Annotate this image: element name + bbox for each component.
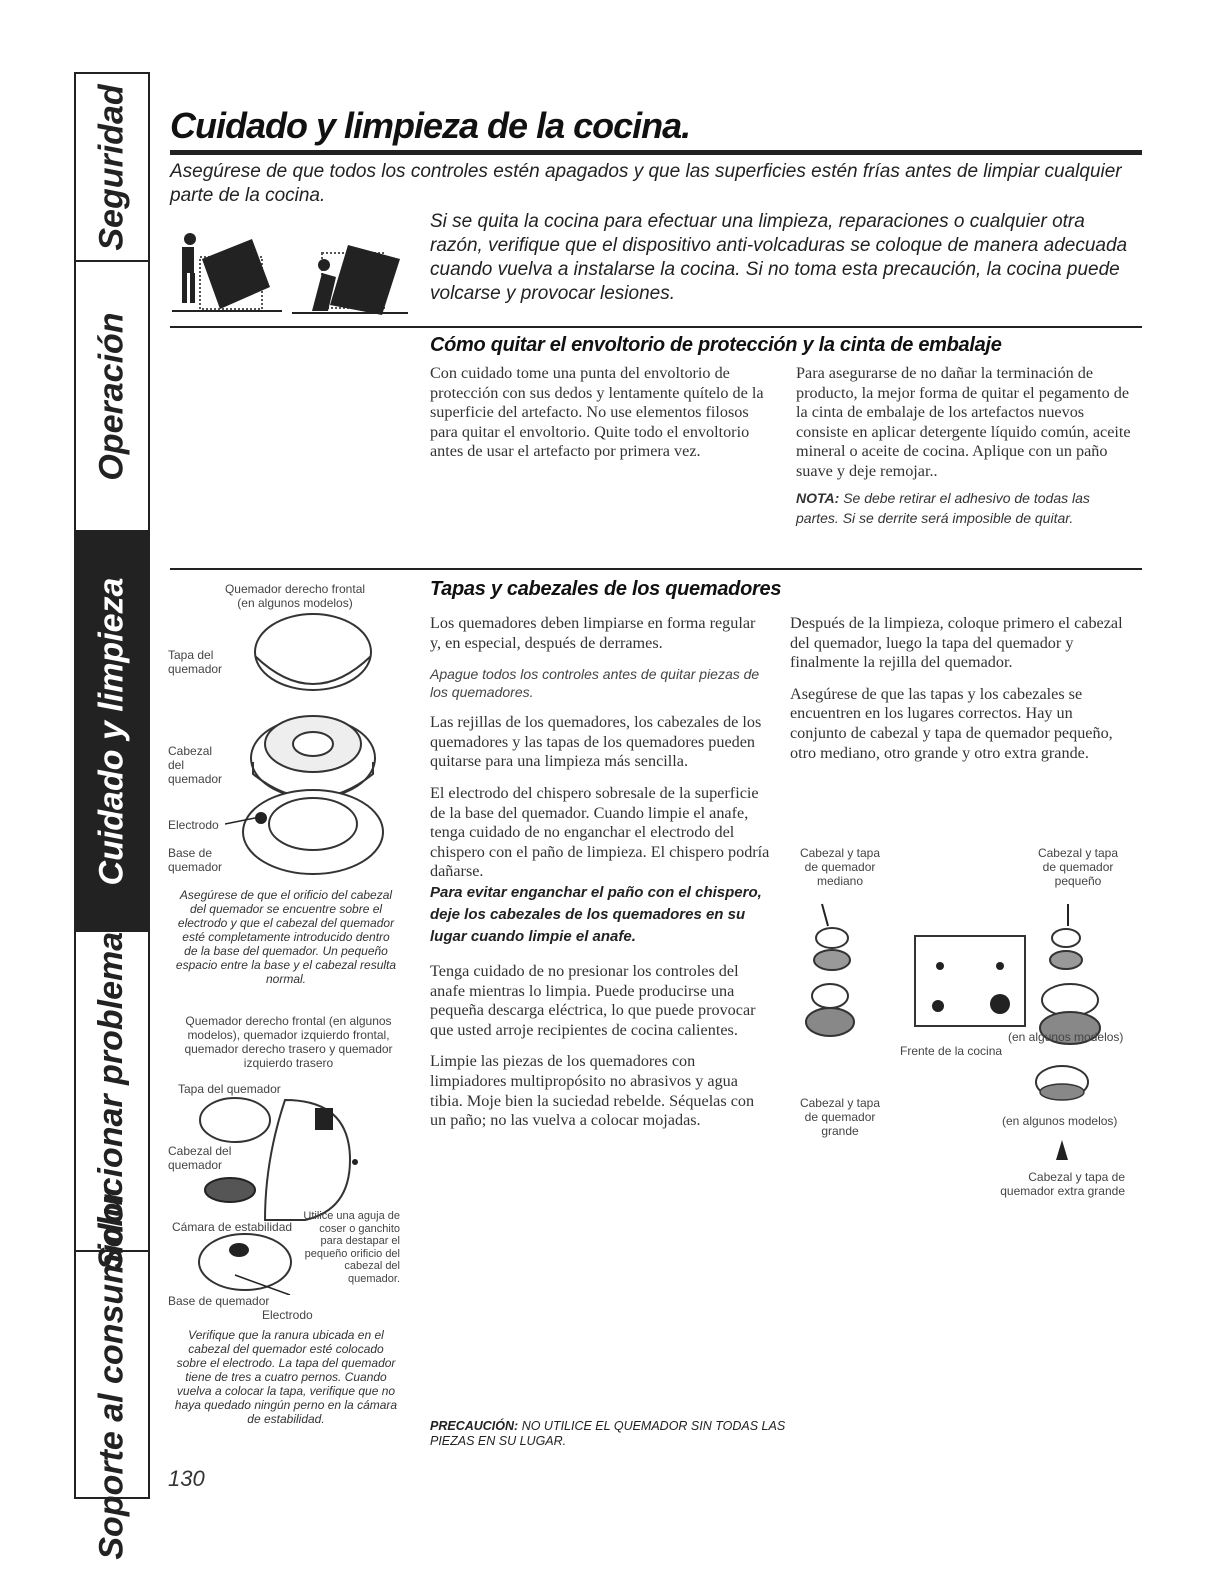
section-divider xyxy=(170,326,1142,328)
section1-heading: Cómo quitar el envoltorio de protección y la cinta de embalaje xyxy=(430,334,1002,356)
burners-paragraph-5: Tenga cuidado de no presionar los controles del anafe mientras lo limpia. Puede producirse una pequeña descarga eléctrica, lo que puede provocar que usted arroje recipientes de cocina calientes. xyxy=(430,961,756,1039)
fig3-algunos2-label: (en algunos modelos) xyxy=(1002,1114,1118,1128)
burners-paragraph-6: Limpie las piezas de los quemadores con limpiadores multipropósito no abrasivos y agua tibia. Moje bien la suciedad rebelde. Séquelas con un paño; no las vuelva a colocar mojadas. xyxy=(430,1052,755,1130)
fig2-base-label: Base de quemador xyxy=(168,1294,270,1308)
section1-col2-text: Para asegurarse de no dañar la terminación de producto, la mejor forma de quitar el pegamento de la cinta de embalaje de los artefactos nuevos consiste en aplicar detergente líquido común, aceite mineral o aceite de cocina. Aplique con un paño suave y deje remojar.. xyxy=(796,364,1131,480)
fig2-electrodo-label: Electrodo xyxy=(262,1308,313,1322)
fig2-camara-label: Cámara de estabilidad xyxy=(172,1220,293,1234)
tab-seguridad[interactable]: Seguridad xyxy=(76,74,148,262)
intro-text: Asegúrese de que todos los controles estén apagados y que las superficies estén frías antes de limpiar cualquier parte de la cocina. xyxy=(170,161,1122,206)
fig3-algunos1-label: (en algunos modelos) xyxy=(1008,1030,1124,1044)
burner-exploded-diagram xyxy=(225,612,395,884)
burners-paragraph-1: Los quemadores deben limpiarse en forma regular y, en especial, después de derrames. xyxy=(430,614,756,652)
extra-large-burner-icon xyxy=(1032,1060,1092,1160)
fig1-cabezal-label: Cabezal del quemador xyxy=(168,744,223,786)
fig3-grande-label: Cabezal y tapa de quemador grande xyxy=(799,1096,881,1138)
section2-col1 xyxy=(430,614,770,1143)
tab-solucionar-problemas[interactable]: Solucionar problemas xyxy=(76,932,148,1252)
fig1-electrodo-label: Electrodo xyxy=(168,818,219,832)
fig3-extra-label: Cabezal y tapa de quemador extra grande xyxy=(1000,1170,1125,1198)
section1-col2 xyxy=(796,364,1131,540)
fig2-label-top: Quemador derecho frontal (en algunos modelos), quemador izquierdo frontal, quemador derecho trasero y quemador izquierdo trasero xyxy=(184,1014,393,1070)
burners-paragraph-4: El electrodo del chispero sobresale de la superficie de la base del quemador. Cuando limpie el anafe, tenga cuidado de no enganchar el electrodo del chispero con el paño de limpieza. El chispero podría dañarse. xyxy=(430,783,770,881)
title-rule xyxy=(170,150,1142,155)
section-divider-2 xyxy=(170,568,1142,570)
fig3-frente-label: Frente de la cocina xyxy=(900,1044,1003,1058)
tab-soporte-al-consumidor[interactable]: Soporte al consumidor xyxy=(92,1189,131,1560)
anti-tip-warning-icon xyxy=(172,225,412,315)
caution-note xyxy=(430,1419,810,1449)
page-title: Cuidado y limpieza de la cocina. xyxy=(170,105,691,146)
burners-paragraph-3: Las rejillas de los quemadores, los cabezales de los quemadores y las tapas de los quemadores pueden quitarse para una limpieza más sencilla. xyxy=(430,713,762,771)
section1-note xyxy=(796,488,1131,528)
reassembly-paragraph: Después de la limpieza, coloque primero el cabezal del quemador, luego la tapa del quemador y finalmente la rejilla del quemador. xyxy=(790,614,1123,672)
note-label: NOTA: xyxy=(796,489,840,506)
fig2-cabezal-label: Cabezal del quemador xyxy=(168,1144,232,1172)
cooktop-burner-layout-diagram xyxy=(800,896,1120,1048)
section-tabs xyxy=(74,72,150,1560)
fig1-label-top-line2: (en algunos modelos) xyxy=(237,596,353,610)
burners-paragraph-2: Apague todos los controles antes de quitar piezas de los quemadores. xyxy=(430,666,760,701)
note-text: Se debe retirar el adhesivo de todas las partes. Si se derrite será imposible de quitar. xyxy=(796,489,1090,526)
fig1-label-top-line1: Quemador derecho frontal xyxy=(224,582,366,596)
placement-paragraph: Asegúrese de que las tapas y los cabezales se encuentren en los lugares correctos. Hay un conjunto de cabezal y tapa de quemador pequeño, otro mediano, otro grande y otro extra grande. xyxy=(790,684,1113,762)
section2-col2 xyxy=(790,614,1130,775)
tab-operacion[interactable]: Operación xyxy=(76,262,148,532)
fig3-pequeno-label: Cabezal y tapa de quemador pequeño xyxy=(1037,846,1119,888)
burners-warning-bold: Para evitar enganchar el paño con el chispero, deje los cabezales de los quemadores en su lugar cuando limpie el anafe. xyxy=(430,883,762,945)
fig1-label-top xyxy=(215,582,375,610)
fig2-aguja-label: Utilice una aguja de coser o ganchito para destapar el pequeño orificio del cabezal del quemador. xyxy=(303,1210,400,1285)
caution-label: PRECAUCIÓN: xyxy=(430,1419,519,1433)
section2-heading: Tapas y cabezales de los quemadores xyxy=(430,578,782,600)
fig1-tapa-label: Tapa del quemador xyxy=(168,648,223,676)
fig2-tapa-label: Tapa del quemador xyxy=(178,1082,281,1096)
fig3-mediano-label: Cabezal y tapa de quemador mediano xyxy=(799,846,881,888)
fig1-caption: Asegúrese de que el orificio del cabezal del quemador se encuentre sobre el electrodo y que el cabezal del quemador esté completamente introducido dentro de la base del quemador. Un pequeño espacio entre la base y el cabezal resulta normal. xyxy=(175,888,397,986)
page-number: 130 xyxy=(168,1466,205,1491)
fig1-base-label: Base de quemador xyxy=(168,846,223,874)
caution-text: NO UTILICE EL QUEMADOR SIN TODAS LAS PIEZAS EN SU LUGAR. xyxy=(430,1419,786,1448)
anti-tip-warning: Si se quita la cocina para efectuar una limpieza, reparaciones o cualquier otra razón, verifique que el dispositivo anti-volcaduras se coloque de manera adecuada cuando vuelva a instalarse la cocina. Si no toma esta precaución, la cocina puede volcarse y provocar lesiones. xyxy=(430,211,1128,304)
section1-col1: Con cuidado tome una punta del envoltorio de protección con sus dedos y lentamente quítelo de la superficie del artefacto. No use elementos filosos para quitar el envoltorio. Quite todo el envoltorio antes de usar el artefacto por primera vez. xyxy=(430,364,764,461)
tab-cuidado-y-limpieza[interactable]: Cuidado y limpieza xyxy=(76,532,148,932)
fig2-caption: Verifique que la ranura ubicada en el cabezal del quemador esté colocado sobre el electrodo. La tapa del quemador tiene de tres a cuatro pernos. Cuando vuelva a colocar la tapa, verifique que no haya quedado ningún perno en la cámara de estabilidad. xyxy=(174,1328,398,1426)
